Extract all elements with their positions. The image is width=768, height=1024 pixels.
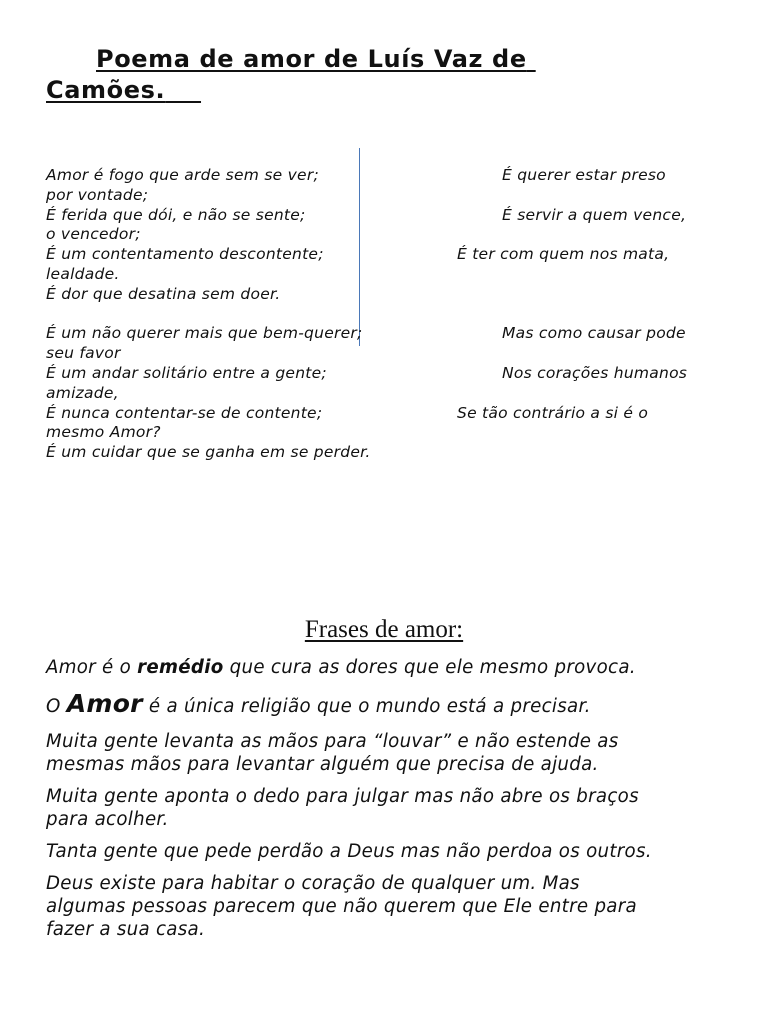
- poem-left-text: Amor é fogo que arde sem se ver;: [46, 166, 319, 184]
- poem-left-text: lealdade.: [46, 264, 120, 283]
- phrase-paragraph: Tanta gente que pede perdão a Deus mas não perdoa os outros.: [46, 841, 652, 862]
- poem-left-text: mesmo Amor?: [46, 423, 161, 442]
- poem-left-text: por vontade;: [46, 185, 149, 204]
- poem-line: [46, 443, 736, 463]
- poem-line: [46, 206, 736, 226]
- poem-right-text: É querer estar preso: [502, 166, 666, 184]
- poem-line: [46, 265, 736, 285]
- poem-right-text: Mas como causar pode: [502, 324, 686, 343]
- poem-line: [46, 225, 736, 245]
- poem-left-text: É ferida que dói, e não se sente;: [46, 205, 306, 224]
- poem-left-text: seu favor: [46, 344, 121, 363]
- phrase-paragraph: Muita gente levanta as mãos para “louvar” e não estende as mesmas mãos para levantar alguém que precisa de ajuda.: [46, 731, 619, 775]
- poem-right-text: Se tão contrário a si é o: [457, 403, 649, 422]
- poem-line: [46, 404, 736, 424]
- emphasis-word: Amor: [66, 689, 143, 718]
- poem-line: [46, 384, 736, 404]
- phrase-paragraph: Deus existe para habitar o coração de qualquer um. Mas algumas pessoas parecem que não querem que Ele entre para fazer a sua casa.: [46, 873, 637, 940]
- poem-left-text: É um andar solitário entre a gente;: [46, 363, 327, 382]
- phrase-paragraph: O Amor é a única religião que o mundo está a precisar.: [46, 689, 591, 718]
- poem-left-text: É um contentamento descontente;: [46, 245, 324, 264]
- poem-left-text: É nunca contentar-se de contente;: [46, 403, 323, 422]
- phrase-paragraph: Amor é o remédio que cura as dores que ele mesmo provoca.: [46, 657, 636, 678]
- poem-line: [46, 344, 736, 364]
- poem-left-text: É dor que desatina sem doer.: [46, 284, 281, 303]
- poem-line: [46, 285, 736, 305]
- phrase-paragraph: Muita gente aponta o dedo para julgar mas não abre os braços para acolher.: [46, 786, 639, 830]
- document-title: [46, 44, 666, 106]
- poem-right-text: É ter com quem nos mata,: [457, 245, 670, 264]
- poem-line: [46, 324, 736, 344]
- phrases-heading: Frases de amor:: [304, 616, 464, 643]
- poem-line: [46, 186, 736, 206]
- poem-left-text: o vencedor;: [46, 225, 141, 244]
- poem-right-text: É servir a quem vence,: [502, 205, 687, 224]
- emphasis-word: remédio: [137, 657, 224, 678]
- poem-line: [46, 245, 736, 265]
- title-line-1: Poema de amor de Luís Vaz de: [96, 45, 527, 73]
- title-line-2: Camões.: [46, 76, 166, 104]
- poem-line: [46, 166, 736, 186]
- poem-line: [46, 423, 736, 443]
- poem-line: [46, 364, 736, 384]
- poem-block: [46, 166, 736, 463]
- poem-right-text: Nos corações humanos: [502, 363, 688, 382]
- poem-left-text: amizade,: [46, 383, 119, 402]
- poem-left-text: É um não querer mais que bem-querer;: [46, 324, 363, 343]
- poem-left-text: É um cuidar que se ganha em se perder.: [46, 443, 371, 462]
- phrases-block: [46, 656, 736, 941]
